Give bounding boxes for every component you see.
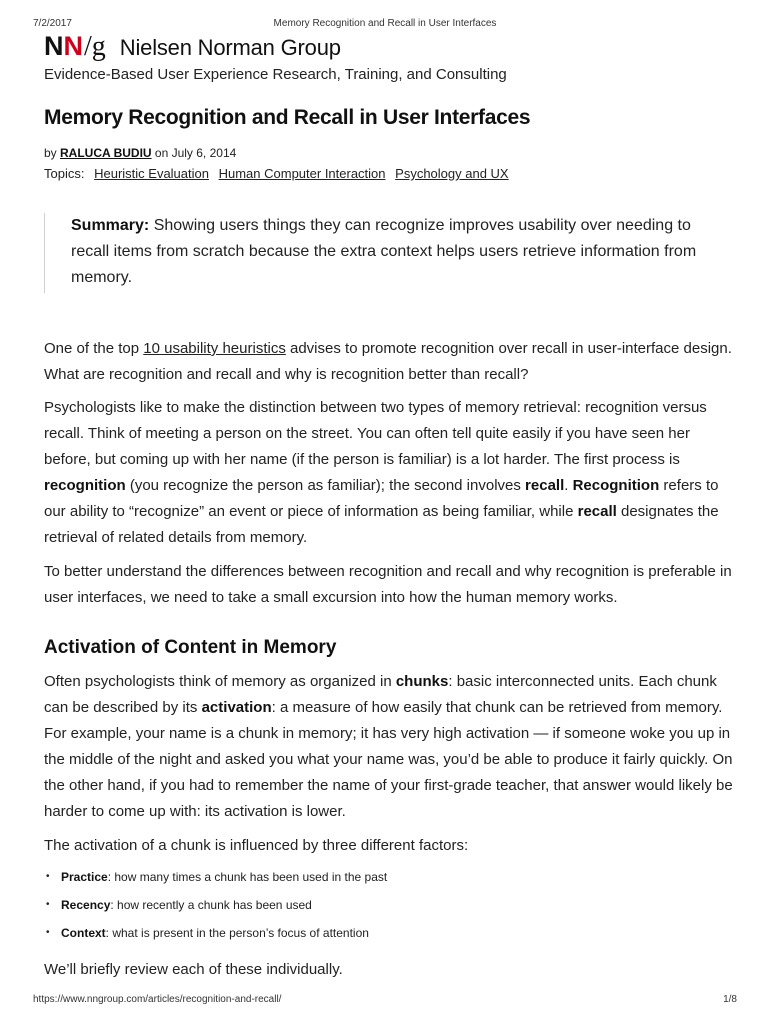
paragraph-review: We’ll briefly review each of these individually.: [44, 961, 343, 978]
bullet-icon: •: [46, 899, 50, 910]
logo-letter-n2: N: [63, 31, 83, 61]
paragraph-text: : basic interconnected units. Each chunk can be described by its: [44, 673, 717, 716]
factor-term: Practice: [61, 870, 108, 884]
topics-row: [44, 166, 509, 181]
paragraph-text: Often psychologists think of memory as organized in: [44, 673, 396, 690]
factor-description: : how many times a chunk has been used in the past: [107, 870, 388, 884]
paragraph-text: advises to promote recognition over recall in user-interface design. What are recognition and recall and why is recognition better than recall?: [44, 340, 732, 383]
summary-label: Summary:: [71, 217, 150, 234]
factor-description: : how recently a chunk has been used: [110, 898, 312, 912]
print-page-title: Memory Recognition and Recall in User Interfaces: [273, 18, 497, 29]
logo-letter-g: g: [91, 31, 106, 62]
paragraph-intro: [44, 336, 734, 388]
summary-box: [44, 213, 704, 293]
list-item: [44, 920, 387, 948]
site-tagline: Evidence-Based User Experience Research, Training, and Consulting: [44, 66, 507, 83]
logo-slash: /: [84, 31, 92, 62]
topic-link-heuristic-evaluation[interactable]: Heuristic Evaluation: [94, 166, 209, 181]
list-item: [44, 864, 387, 892]
byline: [44, 146, 236, 160]
summary-text: Showing users things they can recognize improves usability over needing to recall items from scratch because the extra context helps users retrieve information from memory.: [71, 217, 697, 286]
logo-letter-n1: N: [44, 31, 64, 61]
factor-term: Recency: [61, 898, 111, 912]
paragraph-factors-intro: The activation of a chunk is influenced by three different factors:: [44, 837, 469, 854]
factors-list: [44, 864, 387, 948]
print-url: https://www.nngroup.com/articles/recognition-and-recall/: [33, 994, 282, 1005]
paragraph-text: refers to our ability to “recognize” an event or piece of information as being familiar, while: [44, 477, 719, 520]
topic-link-human-computer-interaction[interactable]: Human Computer Interaction: [218, 166, 386, 181]
paragraph-recognition-recall: [44, 395, 734, 551]
topics-label: Topics:: [44, 166, 85, 181]
factor-description: : what is present in the person’s focus of attention: [105, 926, 369, 940]
usability-heuristics-link[interactable]: 10 usability heuristics: [143, 340, 286, 357]
paragraph-text: .: [564, 477, 573, 494]
paragraph-text: : a measure of how easily that chunk can be retrieved from memory. For example, your name is a chunk in memory; it has very high activation — if someone woke you up in the middle of the night and asked you what your name was, you’d be able to produce it fairly quickly. On the other hand, if you had to remember the name of your first-grade teacher, that answer would likely be harder to come up with: its activation is lower.: [44, 699, 733, 820]
site-header: [44, 31, 341, 65]
author-link[interactable]: RALUCA BUDIU: [60, 146, 152, 160]
section-heading-activation: Activation of Content in Memory: [44, 637, 337, 658]
term-activation: activation: [201, 699, 272, 716]
term-recognition: Recognition: [572, 477, 660, 494]
article-title: Memory Recognition and Recall in User Interfaces: [44, 106, 531, 129]
paragraph-excursion: To better understand the differences between recognition and recall and why recognition is preferable in user interfaces, we need to take a small excursion into how the human memory works.: [44, 563, 732, 606]
term-recall: recall: [577, 503, 617, 520]
list-item: [44, 892, 387, 920]
paragraph-text: (you recognize the person as familiar); the second involves: [125, 477, 526, 494]
paragraph-text: One of the top: [44, 340, 144, 357]
byline-prefix: by: [44, 146, 61, 160]
bullet-icon: •: [46, 927, 50, 938]
print-date: 7/2/2017: [33, 18, 72, 29]
paragraph-text: Psychologists like to make the distinction between two types of memory retrieval: recognition versus recall. Think of meeting a person on the street. You can often tell quite easily if you have seen her before, but coming up with her name (if the person is familiar) is a lot harder. The first process is: [44, 399, 707, 468]
term-chunks: chunks: [395, 673, 449, 690]
topic-link-psychology-and-ux[interactable]: Psychology and UX: [395, 166, 509, 181]
paragraph-text: designates the retrieval of related details from memory.: [44, 503, 719, 546]
publish-date: on July 6, 2014: [151, 146, 237, 160]
print-page-number: 1/8: [723, 994, 737, 1005]
bullet-icon: •: [46, 871, 50, 882]
factor-term: Context: [61, 926, 106, 940]
paragraph-chunks: [44, 669, 734, 825]
nng-logo[interactable]: [44, 31, 106, 63]
term-recognition: recognition: [44, 477, 126, 494]
term-recall: recall: [525, 477, 565, 494]
company-name[interactable]: Nielsen Norman Group: [119, 35, 341, 60]
